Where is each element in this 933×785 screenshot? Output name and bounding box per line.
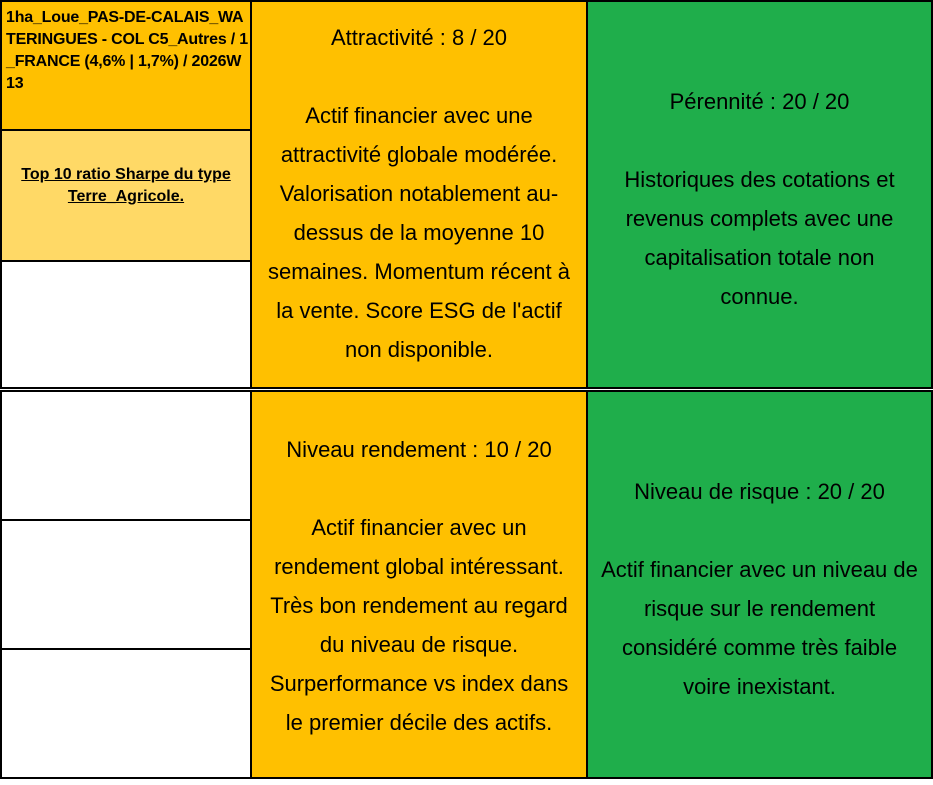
attractivite-heading: Attractivité : 8 / 20 — [330, 25, 508, 50]
perennite-cell — [586, 0, 933, 389]
attractivite-cell — [250, 0, 588, 389]
attractivite-line: non disponible. — [344, 337, 493, 362]
perennite-heading: Pérennité : 20 / 20 — [669, 89, 850, 114]
attractivite-line: attractivité globale modérée. — [280, 142, 558, 167]
attractivite-line: semaines. Momentum récent à — [267, 259, 571, 284]
rendement-line: Très bon rendement au regard — [270, 593, 568, 618]
attractivite-line: Actif financier avec une — [305, 103, 533, 128]
asset-title-cell — [0, 0, 252, 131]
perennite-line: Historiques des cotations et — [624, 167, 895, 192]
empty-cell-1 — [0, 260, 252, 389]
risque-heading: Niveau de risque : 20 / 20 — [634, 479, 885, 504]
perennite-line: connue. — [720, 284, 799, 309]
ranking-link[interactable]: Top 10 ratio Sharpe du type Terre_Agricole. — [21, 166, 231, 205]
perennite-line: capitalisation totale non — [644, 245, 875, 270]
rendement-cell — [250, 390, 588, 779]
risque-line: risque sur le rendement — [643, 596, 876, 621]
risque-line: voire inexistant. — [683, 674, 836, 699]
rendement-heading: Niveau rendement : 10 / 20 — [286, 437, 552, 462]
empty-cell-4 — [0, 648, 252, 779]
ranking-cell — [0, 129, 252, 262]
attractivite-line: Valorisation notablement au- — [279, 181, 559, 206]
rendement-line: rendement global intéressant. — [274, 554, 564, 579]
rendement-line: Surperformance vs index dans — [269, 671, 569, 696]
risque-line: Actif financier avec un niveau de — [601, 557, 918, 582]
empty-cell-3 — [0, 519, 252, 650]
empty-cell-2 — [0, 390, 252, 521]
rendement-line: le premier décile des actifs. — [285, 710, 553, 735]
rendement-line: du niveau de risque. — [319, 632, 519, 657]
risque-line: considéré comme très faible — [621, 635, 898, 660]
rendement-line: Actif financier avec un — [311, 515, 527, 540]
attractivite-line: la vente. Score ESG de l'actif — [276, 298, 562, 323]
risque-cell — [586, 390, 933, 779]
attractivite-line: dessus de la moyenne 10 — [293, 220, 545, 245]
perennite-line: revenus complets avec une — [625, 206, 894, 231]
asset-title: 1ha_Loue_PAS-DE-CALAIS_WATERINGUES - COL C5_Autres / 1_FRANCE (4,6% | 1,7%) / 2026W13 — [6, 9, 248, 92]
